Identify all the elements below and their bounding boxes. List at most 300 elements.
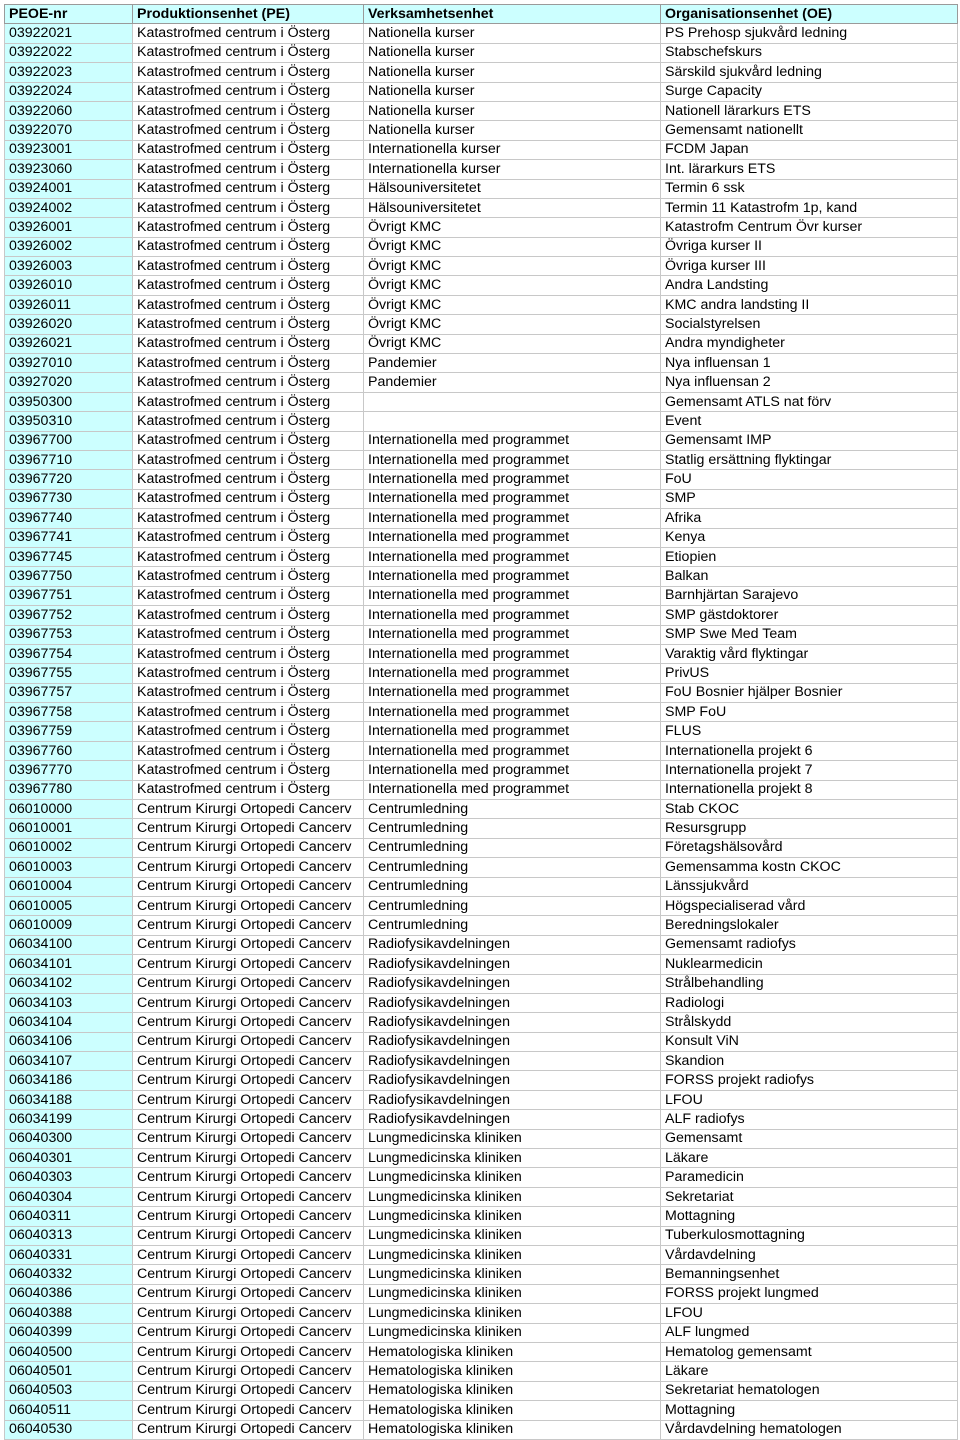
cell-verksamhetsenhet: Radiofysikavdelningen bbox=[364, 1013, 661, 1032]
cell-organisationsenhet: SMP bbox=[661, 489, 958, 508]
cell-verksamhetsenhet: Internationella med programmet bbox=[364, 489, 661, 508]
cell-produktionsenhet: Katastrofmed centrum i Österg bbox=[133, 509, 364, 528]
organisation-units-sheet bbox=[4, 4, 957, 1440]
cell-peoe-nr: 03922024 bbox=[5, 82, 133, 101]
cell-verksamhetsenhet: Lungmedicinska kliniken bbox=[364, 1323, 661, 1342]
cell-produktionsenhet: Centrum Kirurgi Ortopedi Cancerv bbox=[133, 1284, 364, 1303]
table-row bbox=[5, 276, 958, 295]
cell-organisationsenhet: Länssjukvård bbox=[661, 877, 958, 896]
cell-verksamhetsenhet: Internationella kurser bbox=[364, 160, 661, 179]
cell-verksamhetsenhet: Nationella kurser bbox=[364, 63, 661, 82]
cell-verksamhetsenhet: Internationella med programmet bbox=[364, 780, 661, 799]
cell-organisationsenhet: Sekretariat hematologen bbox=[661, 1381, 958, 1400]
cell-peoe-nr: 03922070 bbox=[5, 121, 133, 140]
cell-organisationsenhet: Vårdavdelning hematologen bbox=[661, 1420, 958, 1439]
cell-produktionsenhet: Centrum Kirurgi Ortopedi Cancerv bbox=[133, 1401, 364, 1420]
cell-peoe-nr: 03967745 bbox=[5, 547, 133, 566]
table-row bbox=[5, 373, 958, 392]
table-row bbox=[5, 218, 958, 237]
cell-organisationsenhet: Andra myndigheter bbox=[661, 334, 958, 353]
cell-verksamhetsenhet: Centrumledning bbox=[364, 916, 661, 935]
table-row bbox=[5, 993, 958, 1012]
cell-organisationsenhet: Internationella projekt 6 bbox=[661, 741, 958, 760]
cell-peoe-nr: 06010001 bbox=[5, 819, 133, 838]
cell-verksamhetsenhet: Centrumledning bbox=[364, 877, 661, 896]
cell-organisationsenhet: Barnhjärtan Sarajevo bbox=[661, 586, 958, 605]
cell-organisationsenhet: Varaktig vård flyktingar bbox=[661, 644, 958, 663]
table-row bbox=[5, 586, 958, 605]
cell-produktionsenhet: Centrum Kirurgi Ortopedi Cancerv bbox=[133, 1110, 364, 1129]
table-row bbox=[5, 722, 958, 741]
table-row bbox=[5, 741, 958, 760]
cell-organisationsenhet: Gemensamt IMP bbox=[661, 431, 958, 450]
table-row bbox=[5, 82, 958, 101]
cell-organisationsenhet: FLUS bbox=[661, 722, 958, 741]
cell-organisationsenhet: Gemensamt bbox=[661, 1129, 958, 1148]
cell-produktionsenhet: Centrum Kirurgi Ortopedi Cancerv bbox=[133, 935, 364, 954]
cell-verksamhetsenhet: Pandemier bbox=[364, 354, 661, 373]
table-row bbox=[5, 24, 958, 43]
table-row bbox=[5, 800, 958, 819]
table-row bbox=[5, 334, 958, 353]
cell-produktionsenhet: Katastrofmed centrum i Österg bbox=[133, 761, 364, 780]
table-row bbox=[5, 955, 958, 974]
cell-organisationsenhet: Bemanningsenhet bbox=[661, 1265, 958, 1284]
table-body bbox=[5, 24, 958, 1440]
cell-peoe-nr: 03926010 bbox=[5, 276, 133, 295]
cell-verksamhetsenhet: Övrigt KMC bbox=[364, 276, 661, 295]
table-row bbox=[5, 412, 958, 431]
table-row bbox=[5, 1342, 958, 1361]
table-row bbox=[5, 431, 958, 450]
cell-produktionsenhet: Katastrofmed centrum i Österg bbox=[133, 606, 364, 625]
cell-peoe-nr: 03967720 bbox=[5, 470, 133, 489]
table-row bbox=[5, 1129, 958, 1148]
cell-produktionsenhet: Centrum Kirurgi Ortopedi Cancerv bbox=[133, 1420, 364, 1439]
cell-organisationsenhet: Termin 11 Katastrofm 1p, kand bbox=[661, 198, 958, 217]
cell-verksamhetsenhet: Övrigt KMC bbox=[364, 334, 661, 353]
cell-produktionsenhet: Katastrofmed centrum i Österg bbox=[133, 140, 364, 159]
table-row bbox=[5, 1304, 958, 1323]
cell-organisationsenhet: Läkare bbox=[661, 1149, 958, 1168]
cell-organisationsenhet: PrivUS bbox=[661, 664, 958, 683]
cell-verksamhetsenhet: Radiofysikavdelningen bbox=[364, 935, 661, 954]
cell-verksamhetsenhet bbox=[364, 392, 661, 411]
cell-organisationsenhet: Paramedicin bbox=[661, 1168, 958, 1187]
cell-verksamhetsenhet: Internationella med programmet bbox=[364, 761, 661, 780]
cell-verksamhetsenhet: Centrumledning bbox=[364, 800, 661, 819]
cell-organisationsenhet: FCDM Japan bbox=[661, 140, 958, 159]
cell-produktionsenhet: Centrum Kirurgi Ortopedi Cancerv bbox=[133, 1304, 364, 1323]
table-row bbox=[5, 625, 958, 644]
table-row bbox=[5, 877, 958, 896]
cell-produktionsenhet: Centrum Kirurgi Ortopedi Cancerv bbox=[133, 819, 364, 838]
cell-verksamhetsenhet: Internationella med programmet bbox=[364, 606, 661, 625]
cell-produktionsenhet: Centrum Kirurgi Ortopedi Cancerv bbox=[133, 1187, 364, 1206]
table-row bbox=[5, 1090, 958, 1109]
table-row bbox=[5, 935, 958, 954]
cell-organisationsenhet: Resursgrupp bbox=[661, 819, 958, 838]
table-row bbox=[5, 198, 958, 217]
cell-produktionsenhet: Centrum Kirurgi Ortopedi Cancerv bbox=[133, 1207, 364, 1226]
cell-verksamhetsenhet: Radiofysikavdelningen bbox=[364, 993, 661, 1012]
cell-verksamhetsenhet: Radiofysikavdelningen bbox=[364, 1032, 661, 1051]
cell-produktionsenhet: Centrum Kirurgi Ortopedi Cancerv bbox=[133, 1246, 364, 1265]
column-header-organisationsenhet: Organisationsenhet (OE) bbox=[661, 5, 958, 24]
cell-peoe-nr: 06010005 bbox=[5, 896, 133, 915]
cell-produktionsenhet: Katastrofmed centrum i Österg bbox=[133, 24, 364, 43]
cell-produktionsenhet: Katastrofmed centrum i Österg bbox=[133, 450, 364, 469]
cell-organisationsenhet: Sekretariat bbox=[661, 1187, 958, 1206]
cell-peoe-nr: 03924001 bbox=[5, 179, 133, 198]
cell-peoe-nr: 03967730 bbox=[5, 489, 133, 508]
cell-produktionsenhet: Centrum Kirurgi Ortopedi Cancerv bbox=[133, 896, 364, 915]
table-row bbox=[5, 567, 958, 586]
cell-peoe-nr: 06040303 bbox=[5, 1168, 133, 1187]
cell-verksamhetsenhet: Nationella kurser bbox=[364, 121, 661, 140]
cell-produktionsenhet: Centrum Kirurgi Ortopedi Cancerv bbox=[133, 1032, 364, 1051]
table-row bbox=[5, 644, 958, 663]
table-row bbox=[5, 392, 958, 411]
table-row bbox=[5, 1168, 958, 1187]
cell-peoe-nr: 03926003 bbox=[5, 257, 133, 276]
cell-verksamhetsenhet: Radiofysikavdelningen bbox=[364, 1052, 661, 1071]
cell-produktionsenhet: Katastrofmed centrum i Österg bbox=[133, 373, 364, 392]
cell-peoe-nr: 06040511 bbox=[5, 1401, 133, 1420]
cell-produktionsenhet: Katastrofmed centrum i Österg bbox=[133, 63, 364, 82]
cell-verksamhetsenhet: Internationella med programmet bbox=[364, 528, 661, 547]
table-row bbox=[5, 354, 958, 373]
cell-peoe-nr: 03922023 bbox=[5, 63, 133, 82]
cell-organisationsenhet: KMC andra landsting II bbox=[661, 295, 958, 314]
cell-verksamhetsenhet: Lungmedicinska kliniken bbox=[364, 1168, 661, 1187]
table-row bbox=[5, 1246, 958, 1265]
cell-organisationsenhet: Stab CKOC bbox=[661, 800, 958, 819]
cell-organisationsenhet: Surge Capacity bbox=[661, 82, 958, 101]
cell-peoe-nr: 03926020 bbox=[5, 315, 133, 334]
table-row bbox=[5, 974, 958, 993]
cell-produktionsenhet: Centrum Kirurgi Ortopedi Cancerv bbox=[133, 916, 364, 935]
cell-verksamhetsenhet: Radiofysikavdelningen bbox=[364, 974, 661, 993]
cell-verksamhetsenhet: Lungmedicinska kliniken bbox=[364, 1284, 661, 1303]
cell-verksamhetsenhet: Hematologiska kliniken bbox=[364, 1362, 661, 1381]
cell-organisationsenhet: Gemensamt ATLS nat förv bbox=[661, 392, 958, 411]
cell-verksamhetsenhet: Övrigt KMC bbox=[364, 218, 661, 237]
cell-peoe-nr: 03923001 bbox=[5, 140, 133, 159]
table-row bbox=[5, 295, 958, 314]
cell-produktionsenhet: Katastrofmed centrum i Österg bbox=[133, 586, 364, 605]
cell-produktionsenhet: Katastrofmed centrum i Österg bbox=[133, 722, 364, 741]
cell-organisationsenhet: Internationella projekt 8 bbox=[661, 780, 958, 799]
table-row bbox=[5, 237, 958, 256]
cell-organisationsenhet: Strålskydd bbox=[661, 1013, 958, 1032]
cell-verksamhetsenhet: Hematologiska kliniken bbox=[364, 1342, 661, 1361]
table-row bbox=[5, 1149, 958, 1168]
cell-verksamhetsenhet: Övrigt KMC bbox=[364, 295, 661, 314]
cell-produktionsenhet: Katastrofmed centrum i Österg bbox=[133, 683, 364, 702]
table-row bbox=[5, 179, 958, 198]
cell-verksamhetsenhet: Internationella med programmet bbox=[364, 625, 661, 644]
cell-verksamhetsenhet: Internationella med programmet bbox=[364, 431, 661, 450]
cell-organisationsenhet: Balkan bbox=[661, 567, 958, 586]
cell-peoe-nr: 06010004 bbox=[5, 877, 133, 896]
cell-produktionsenhet: Katastrofmed centrum i Österg bbox=[133, 101, 364, 120]
cell-verksamhetsenhet: Nationella kurser bbox=[364, 43, 661, 62]
cell-organisationsenhet: Etiopien bbox=[661, 547, 958, 566]
cell-produktionsenhet: Centrum Kirurgi Ortopedi Cancerv bbox=[133, 1071, 364, 1090]
cell-peoe-nr: 03967741 bbox=[5, 528, 133, 547]
cell-produktionsenhet: Katastrofmed centrum i Österg bbox=[133, 354, 364, 373]
cell-organisationsenhet: FORSS projekt lungmed bbox=[661, 1284, 958, 1303]
cell-organisationsenhet: Företagshälsovård bbox=[661, 838, 958, 857]
cell-peoe-nr: 03950310 bbox=[5, 412, 133, 431]
cell-produktionsenhet: Katastrofmed centrum i Österg bbox=[133, 257, 364, 276]
cell-peoe-nr: 06040503 bbox=[5, 1381, 133, 1400]
cell-organisationsenhet: Gemensamma kostn CKOC bbox=[661, 858, 958, 877]
cell-verksamhetsenhet: Internationella med programmet bbox=[364, 450, 661, 469]
cell-organisationsenhet: Övriga kurser II bbox=[661, 237, 958, 256]
cell-verksamhetsenhet: Lungmedicinska kliniken bbox=[364, 1207, 661, 1226]
cell-organisationsenhet: Internationella projekt 7 bbox=[661, 761, 958, 780]
cell-organisationsenhet: Nya influensan 2 bbox=[661, 373, 958, 392]
cell-verksamhetsenhet bbox=[364, 412, 661, 431]
table-row bbox=[5, 858, 958, 877]
cell-organisationsenhet: SMP Swe Med Team bbox=[661, 625, 958, 644]
cell-organisationsenhet: Statlig ersättning flyktingar bbox=[661, 450, 958, 469]
cell-peoe-nr: 06040500 bbox=[5, 1342, 133, 1361]
table-row bbox=[5, 63, 958, 82]
table-row bbox=[5, 257, 958, 276]
cell-peoe-nr: 06034107 bbox=[5, 1052, 133, 1071]
cell-verksamhetsenhet: Lungmedicinska kliniken bbox=[364, 1187, 661, 1206]
cell-organisationsenhet: Konsult ViN bbox=[661, 1032, 958, 1051]
cell-verksamhetsenhet: Övrigt KMC bbox=[364, 257, 661, 276]
cell-organisationsenhet: Vårdavdelning bbox=[661, 1246, 958, 1265]
cell-produktionsenhet: Katastrofmed centrum i Österg bbox=[133, 276, 364, 295]
cell-produktionsenhet: Centrum Kirurgi Ortopedi Cancerv bbox=[133, 838, 364, 857]
table-header bbox=[5, 5, 958, 24]
cell-peoe-nr: 03967760 bbox=[5, 741, 133, 760]
cell-organisationsenhet: Särskild sjukvård ledning bbox=[661, 63, 958, 82]
cell-produktionsenhet: Katastrofmed centrum i Österg bbox=[133, 82, 364, 101]
cell-peoe-nr: 03926002 bbox=[5, 237, 133, 256]
cell-produktionsenhet: Centrum Kirurgi Ortopedi Cancerv bbox=[133, 1226, 364, 1245]
table-row bbox=[5, 1052, 958, 1071]
cell-peoe-nr: 03967758 bbox=[5, 703, 133, 722]
cell-produktionsenhet: Centrum Kirurgi Ortopedi Cancerv bbox=[133, 1149, 364, 1168]
cell-peoe-nr: 03922060 bbox=[5, 101, 133, 120]
table-row bbox=[5, 1362, 958, 1381]
cell-produktionsenhet: Centrum Kirurgi Ortopedi Cancerv bbox=[133, 993, 364, 1012]
cell-organisationsenhet: ALF lungmed bbox=[661, 1323, 958, 1342]
cell-organisationsenhet: Beredningslokaler bbox=[661, 916, 958, 935]
cell-produktionsenhet: Centrum Kirurgi Ortopedi Cancerv bbox=[133, 800, 364, 819]
cell-peoe-nr: 06034102 bbox=[5, 974, 133, 993]
cell-organisationsenhet: Afrika bbox=[661, 509, 958, 528]
cell-peoe-nr: 06034188 bbox=[5, 1090, 133, 1109]
cell-peoe-nr: 06034186 bbox=[5, 1071, 133, 1090]
table-row bbox=[5, 1420, 958, 1439]
cell-organisationsenhet: Stabschefskurs bbox=[661, 43, 958, 62]
cell-produktionsenhet: Katastrofmed centrum i Österg bbox=[133, 470, 364, 489]
cell-verksamhetsenhet: Centrumledning bbox=[364, 858, 661, 877]
cell-peoe-nr: 06040388 bbox=[5, 1304, 133, 1323]
cell-verksamhetsenhet: Internationella med programmet bbox=[364, 722, 661, 741]
cell-produktionsenhet: Centrum Kirurgi Ortopedi Cancerv bbox=[133, 1052, 364, 1071]
table-row bbox=[5, 780, 958, 799]
cell-peoe-nr: 03926001 bbox=[5, 218, 133, 237]
cell-peoe-nr: 03924002 bbox=[5, 198, 133, 217]
cell-verksamhetsenhet: Centrumledning bbox=[364, 838, 661, 857]
cell-produktionsenhet: Katastrofmed centrum i Österg bbox=[133, 295, 364, 314]
cell-peoe-nr: 06034199 bbox=[5, 1110, 133, 1129]
table-row bbox=[5, 1110, 958, 1129]
table-row bbox=[5, 315, 958, 334]
cell-produktionsenhet: Katastrofmed centrum i Österg bbox=[133, 237, 364, 256]
cell-verksamhetsenhet: Internationella med programmet bbox=[364, 741, 661, 760]
cell-produktionsenhet: Katastrofmed centrum i Österg bbox=[133, 179, 364, 198]
cell-peoe-nr: 03967770 bbox=[5, 761, 133, 780]
cell-verksamhetsenhet: Nationella kurser bbox=[364, 82, 661, 101]
cell-peoe-nr: 06040399 bbox=[5, 1323, 133, 1342]
table-row bbox=[5, 1401, 958, 1420]
table-row bbox=[5, 489, 958, 508]
cell-produktionsenhet: Centrum Kirurgi Ortopedi Cancerv bbox=[133, 1129, 364, 1148]
table-row bbox=[5, 703, 958, 722]
cell-organisationsenhet: Högspecialiserad vård bbox=[661, 896, 958, 915]
cell-produktionsenhet: Katastrofmed centrum i Österg bbox=[133, 218, 364, 237]
table-row bbox=[5, 101, 958, 120]
cell-organisationsenhet: ALF radiofys bbox=[661, 1110, 958, 1129]
cell-verksamhetsenhet: Internationella med programmet bbox=[364, 509, 661, 528]
table-row bbox=[5, 819, 958, 838]
cell-peoe-nr: 06040386 bbox=[5, 1284, 133, 1303]
cell-peoe-nr: 06010000 bbox=[5, 800, 133, 819]
table-row bbox=[5, 1207, 958, 1226]
cell-produktionsenhet: Centrum Kirurgi Ortopedi Cancerv bbox=[133, 1362, 364, 1381]
cell-peoe-nr: 03967750 bbox=[5, 567, 133, 586]
cell-verksamhetsenhet: Övrigt KMC bbox=[364, 237, 661, 256]
cell-peoe-nr: 06034104 bbox=[5, 1013, 133, 1032]
table-row bbox=[5, 1032, 958, 1051]
cell-peoe-nr: 03923060 bbox=[5, 160, 133, 179]
cell-verksamhetsenhet: Internationella kurser bbox=[364, 140, 661, 159]
table-row bbox=[5, 683, 958, 702]
table-row bbox=[5, 121, 958, 140]
cell-organisationsenhet: Mottagning bbox=[661, 1401, 958, 1420]
cell-peoe-nr: 06034100 bbox=[5, 935, 133, 954]
table-row bbox=[5, 664, 958, 683]
cell-produktionsenhet: Katastrofmed centrum i Österg bbox=[133, 664, 364, 683]
cell-organisationsenhet: Läkare bbox=[661, 1362, 958, 1381]
cell-peoe-nr: 03927020 bbox=[5, 373, 133, 392]
cell-verksamhetsenhet: Hematologiska kliniken bbox=[364, 1420, 661, 1439]
cell-organisationsenhet: Nya influensan 1 bbox=[661, 354, 958, 373]
cell-produktionsenhet: Centrum Kirurgi Ortopedi Cancerv bbox=[133, 1013, 364, 1032]
cell-peoe-nr: 06040311 bbox=[5, 1207, 133, 1226]
table-row bbox=[5, 1071, 958, 1090]
cell-peoe-nr: 06010002 bbox=[5, 838, 133, 857]
cell-verksamhetsenhet: Pandemier bbox=[364, 373, 661, 392]
cell-produktionsenhet: Centrum Kirurgi Ortopedi Cancerv bbox=[133, 974, 364, 993]
cell-organisationsenhet: Katastrofm Centrum Övr kurser bbox=[661, 218, 958, 237]
cell-verksamhetsenhet: Hälsouniversitetet bbox=[364, 198, 661, 217]
cell-peoe-nr: 03967710 bbox=[5, 450, 133, 469]
cell-peoe-nr: 06040501 bbox=[5, 1362, 133, 1381]
cell-produktionsenhet: Katastrofmed centrum i Österg bbox=[133, 780, 364, 799]
cell-peoe-nr: 06040300 bbox=[5, 1129, 133, 1148]
cell-peoe-nr: 03927010 bbox=[5, 354, 133, 373]
cell-peoe-nr: 03922022 bbox=[5, 43, 133, 62]
cell-organisationsenhet: Termin 6 ssk bbox=[661, 179, 958, 198]
cell-produktionsenhet: Katastrofmed centrum i Österg bbox=[133, 547, 364, 566]
cell-verksamhetsenhet: Internationella med programmet bbox=[364, 567, 661, 586]
cell-organisationsenhet: Tuberkulosmottagning bbox=[661, 1226, 958, 1245]
cell-organisationsenhet: Strålbehandling bbox=[661, 974, 958, 993]
cell-verksamhetsenhet: Lungmedicinska kliniken bbox=[364, 1129, 661, 1148]
cell-verksamhetsenhet: Radiofysikavdelningen bbox=[364, 1071, 661, 1090]
cell-peoe-nr: 06040331 bbox=[5, 1246, 133, 1265]
cell-organisationsenhet: Event bbox=[661, 412, 958, 431]
cell-organisationsenhet: Nationell lärarkurs ETS bbox=[661, 101, 958, 120]
cell-produktionsenhet: Katastrofmed centrum i Österg bbox=[133, 334, 364, 353]
cell-produktionsenhet: Katastrofmed centrum i Österg bbox=[133, 625, 364, 644]
cell-produktionsenhet: Centrum Kirurgi Ortopedi Cancerv bbox=[133, 1265, 364, 1284]
table-row bbox=[5, 470, 958, 489]
cell-organisationsenhet: Gemensamt radiofys bbox=[661, 935, 958, 954]
cell-peoe-nr: 03922021 bbox=[5, 24, 133, 43]
table-row bbox=[5, 1013, 958, 1032]
cell-organisationsenhet: FORSS projekt radiofys bbox=[661, 1071, 958, 1090]
cell-peoe-nr: 06034103 bbox=[5, 993, 133, 1012]
cell-produktionsenhet: Centrum Kirurgi Ortopedi Cancerv bbox=[133, 1381, 364, 1400]
cell-verksamhetsenhet: Lungmedicinska kliniken bbox=[364, 1304, 661, 1323]
cell-verksamhetsenhet: Nationella kurser bbox=[364, 24, 661, 43]
cell-verksamhetsenhet: Internationella med programmet bbox=[364, 547, 661, 566]
table-row bbox=[5, 1323, 958, 1342]
table-row bbox=[5, 761, 958, 780]
cell-organisationsenhet: SMP FoU bbox=[661, 703, 958, 722]
cell-organisationsenhet: Radiologi bbox=[661, 993, 958, 1012]
organisation-units-table bbox=[4, 4, 958, 1440]
cell-produktionsenhet: Katastrofmed centrum i Österg bbox=[133, 567, 364, 586]
cell-produktionsenhet: Centrum Kirurgi Ortopedi Cancerv bbox=[133, 1090, 364, 1109]
cell-produktionsenhet: Katastrofmed centrum i Österg bbox=[133, 489, 364, 508]
cell-verksamhetsenhet: Radiofysikavdelningen bbox=[364, 1090, 661, 1109]
cell-peoe-nr: 06010003 bbox=[5, 858, 133, 877]
cell-verksamhetsenhet: Radiofysikavdelningen bbox=[364, 955, 661, 974]
cell-organisationsenhet: Skandion bbox=[661, 1052, 958, 1071]
cell-organisationsenhet: Mottagning bbox=[661, 1207, 958, 1226]
cell-verksamhetsenhet: Internationella med programmet bbox=[364, 586, 661, 605]
cell-produktionsenhet: Katastrofmed centrum i Österg bbox=[133, 703, 364, 722]
cell-peoe-nr: 06040530 bbox=[5, 1420, 133, 1439]
cell-peoe-nr: 06034106 bbox=[5, 1032, 133, 1051]
cell-produktionsenhet: Centrum Kirurgi Ortopedi Cancerv bbox=[133, 858, 364, 877]
cell-organisationsenhet: LFOU bbox=[661, 1304, 958, 1323]
cell-peoe-nr: 03967754 bbox=[5, 644, 133, 663]
cell-organisationsenhet: Gemensamt nationellt bbox=[661, 121, 958, 140]
cell-verksamhetsenhet: Internationella med programmet bbox=[364, 470, 661, 489]
header-row bbox=[5, 5, 958, 24]
cell-organisationsenhet: LFOU bbox=[661, 1090, 958, 1109]
table-row bbox=[5, 838, 958, 857]
cell-verksamhetsenhet: Lungmedicinska kliniken bbox=[364, 1246, 661, 1265]
cell-peoe-nr: 06040304 bbox=[5, 1187, 133, 1206]
table-row bbox=[5, 1187, 958, 1206]
cell-produktionsenhet: Katastrofmed centrum i Österg bbox=[133, 315, 364, 334]
cell-organisationsenhet: Nuklearmedicin bbox=[661, 955, 958, 974]
